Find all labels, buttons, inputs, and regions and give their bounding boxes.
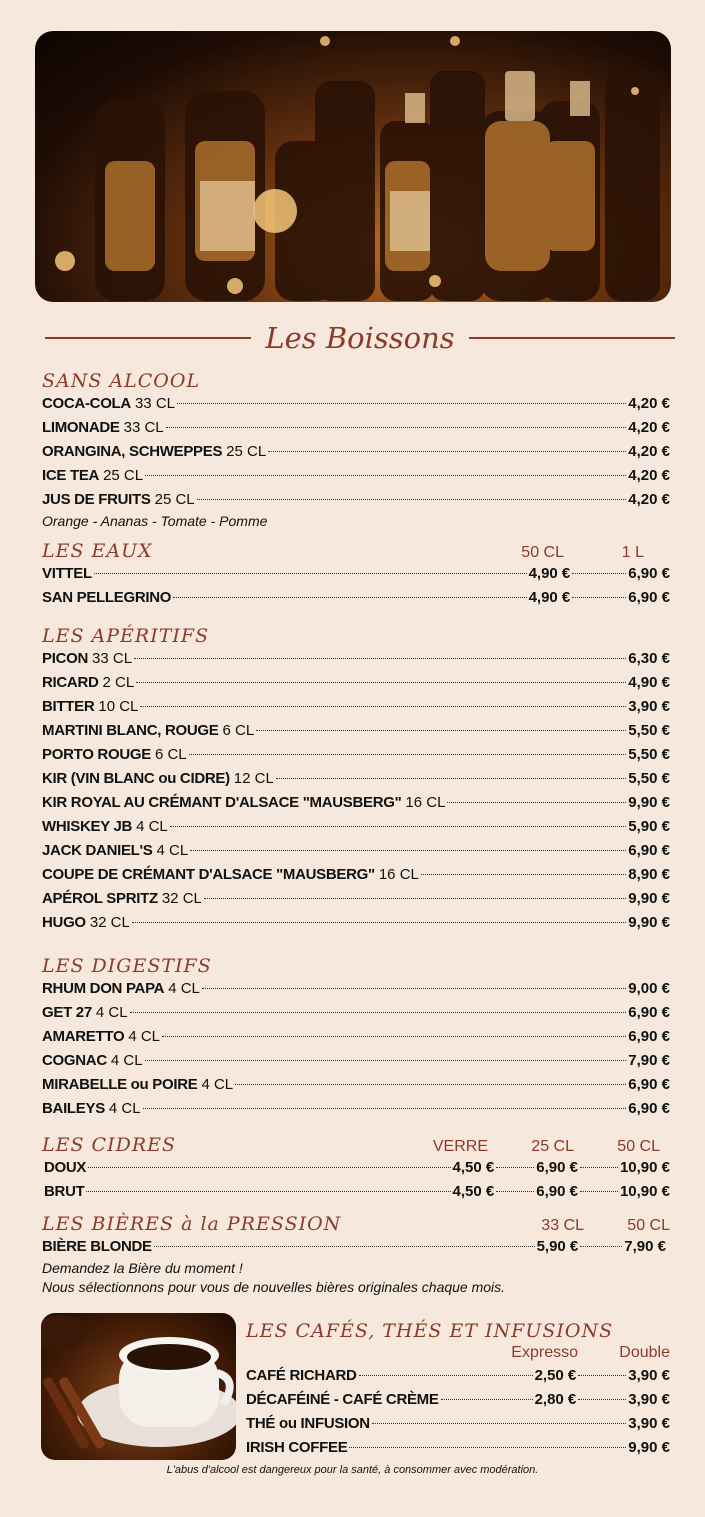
column-header: Double — [619, 1344, 670, 1361]
dot-leader — [136, 682, 626, 683]
item-price: 2,50 € — [534, 1367, 577, 1384]
item-size: 10 CL — [98, 698, 139, 715]
section-name: LES DIGESTIFS — [42, 955, 212, 977]
item-name: DOUX — [44, 1159, 87, 1176]
menu-item — [42, 1049, 670, 1073]
menu-item — [42, 719, 670, 743]
item-name: BIÈRE BLONDE — [42, 1238, 152, 1255]
dot-leader — [256, 730, 626, 731]
section-heading — [246, 1319, 670, 1342]
dot-leader — [578, 1375, 626, 1376]
item-price: 7,90 € — [628, 1052, 670, 1069]
menu-title-row — [45, 318, 675, 358]
dot-leader — [572, 597, 626, 598]
item-size: 12 CL — [233, 770, 274, 787]
dot-leader — [94, 573, 527, 574]
column-header: 50 CL — [627, 1217, 670, 1234]
menu-item — [246, 1364, 670, 1388]
dot-leader — [177, 403, 626, 404]
dot-leader — [578, 1399, 626, 1400]
menu-item — [42, 1156, 670, 1180]
menu-item — [42, 1025, 670, 1049]
alcohol-warning: L'abus d'alcool est dangereux pour la santé, à consommer avec modération. — [166, 1464, 539, 1476]
section-heading — [42, 954, 670, 977]
item-price: 3,90 € — [628, 1391, 670, 1408]
dot-leader — [190, 850, 626, 851]
column-header: Expresso — [511, 1344, 578, 1361]
dot-leader — [372, 1423, 626, 1424]
item-price: 4,20 € — [628, 443, 670, 460]
menu-item — [42, 1235, 670, 1259]
dot-leader — [154, 1246, 535, 1247]
menu-item — [42, 1073, 670, 1097]
menu-item — [246, 1412, 670, 1436]
dot-leader — [580, 1246, 622, 1247]
item-price: 4,20 € — [628, 395, 670, 412]
menu-item — [42, 1097, 670, 1121]
item-price: 5,50 € — [628, 770, 670, 787]
item-size: 32 CL — [161, 890, 202, 907]
dot-leader — [166, 427, 627, 428]
dot-leader — [145, 475, 626, 476]
item-size: 6 CL — [154, 746, 187, 763]
item-price: 10,90 € — [619, 1183, 670, 1200]
item-price: 5,90 € — [628, 818, 670, 835]
menu-item — [42, 887, 670, 911]
dot-leader — [441, 1399, 533, 1400]
item-price: 9,90 € — [628, 1439, 670, 1456]
dot-leader — [88, 1167, 450, 1168]
item-name: HUGO — [42, 914, 86, 931]
item-price: 4,20 € — [628, 419, 670, 436]
menu-item — [42, 791, 670, 815]
item-price: 2,80 € — [534, 1391, 577, 1408]
item-name: COCA-COLA — [42, 395, 131, 412]
item-name: MIRABELLE ou POIRE — [42, 1076, 198, 1093]
item-price: 4,50 € — [452, 1183, 495, 1200]
item-name: SAN PELLEGRINO — [42, 589, 172, 606]
item-name: AMARETTO — [42, 1028, 125, 1045]
section-digestifs — [42, 954, 670, 1121]
dot-leader — [580, 1191, 618, 1192]
item-name: ICE TEA — [42, 467, 100, 484]
item-size: 16 CL — [378, 866, 419, 883]
item-name: COGNAC — [42, 1052, 107, 1069]
item-name: VITTEL — [42, 565, 92, 582]
item-size: 33 CL — [92, 650, 133, 667]
menu-item — [42, 1180, 670, 1204]
column-header: VERRE — [432, 1138, 488, 1155]
item-price: 6,30 € — [628, 650, 670, 667]
section-eaux — [42, 539, 670, 610]
item-price: 6,90 € — [628, 1028, 670, 1045]
item-name: BITTER — [42, 698, 95, 715]
menu-item — [42, 1001, 670, 1025]
item-size: 2 CL — [102, 674, 135, 691]
item-size: 4 CL — [168, 980, 200, 997]
item-price: 6,90 € — [628, 1100, 670, 1117]
section-name: LES CIDRES — [42, 1134, 177, 1156]
item-name: BRUT — [44, 1183, 85, 1200]
column-headers — [246, 1342, 670, 1364]
dot-leader — [170, 826, 627, 827]
bottles-photo — [35, 31, 671, 302]
item-name: LIMONADE — [42, 419, 120, 436]
item-size: 33 CL — [134, 395, 175, 412]
item-name: WHISKEY JB — [42, 818, 133, 835]
item-name: RHUM DON PAPA — [42, 980, 165, 997]
item-price: 3,90 € — [628, 1367, 670, 1384]
section-name: LES EAUX — [42, 540, 153, 562]
dot-leader — [421, 874, 626, 875]
item-price: 9,90 € — [628, 890, 670, 907]
item-size: 4 CL — [128, 1028, 161, 1045]
menu-item — [42, 695, 670, 719]
menu-item — [42, 586, 670, 610]
dot-leader — [134, 658, 626, 659]
menu-item — [42, 743, 670, 767]
dot-leader — [140, 706, 626, 707]
dot-leader — [349, 1447, 626, 1448]
menu-item — [246, 1436, 670, 1460]
item-size: 4 CL — [95, 1004, 128, 1021]
item-size: 32 CL — [89, 914, 130, 931]
item-price: 9,90 € — [628, 914, 670, 931]
item-price: 5,90 € — [536, 1238, 579, 1255]
dot-leader — [268, 451, 626, 452]
item-size: 4 CL — [108, 1100, 141, 1117]
dot-leader — [204, 898, 626, 899]
column-header: 1 L — [621, 544, 644, 561]
item-price: 9,00 € — [628, 980, 670, 997]
menu-item — [42, 488, 670, 512]
section-heading — [42, 539, 670, 562]
item-price: 6,90 € — [628, 1076, 670, 1093]
menu-item — [42, 647, 670, 671]
section-cafes — [246, 1319, 670, 1460]
beer-note: Nous sélectionnons pour vous de nouvelles bières originales chaque mois. — [42, 1279, 506, 1295]
item-price: 6,90 € — [628, 589, 670, 606]
item-size: 25 CL — [154, 491, 195, 508]
menu-item — [42, 562, 670, 586]
item-price: 4,50 € — [452, 1159, 495, 1176]
item-size: 4 CL — [201, 1076, 234, 1093]
dot-leader — [189, 754, 627, 755]
section-aperitifs — [42, 624, 670, 935]
item-name: KIR (VIN BLANC ou CIDRE) — [42, 770, 230, 787]
item-price: 4,90 € — [628, 674, 670, 691]
section-heading — [42, 624, 670, 647]
menu-item — [42, 911, 670, 935]
item-name: MARTINI BLANC, ROUGE — [42, 722, 219, 739]
page-title: Les Boissons — [265, 321, 455, 355]
title-rule-right — [469, 337, 675, 339]
beer-note: Demandez la Bière du moment ! — [42, 1260, 243, 1276]
item-price: 6,90 € — [536, 1183, 578, 1200]
column-header: 25 CL — [531, 1138, 574, 1155]
item-price: 6,90 € — [628, 565, 670, 582]
item-price: 4,90 € — [528, 565, 571, 582]
item-name: IRISH COFFEE — [246, 1439, 348, 1456]
dot-leader — [130, 1012, 627, 1013]
dot-leader — [496, 1167, 534, 1168]
menu-item — [42, 815, 670, 839]
column-header: 33 CL — [541, 1217, 584, 1234]
section-heading — [42, 1212, 670, 1235]
dot-leader — [162, 1036, 626, 1037]
dot-leader — [197, 499, 627, 500]
menu-item — [42, 464, 670, 488]
section-name: SANS ALCOOL — [42, 370, 201, 392]
item-name: KIR ROYAL AU CRÉMANT D'ALSACE "MAUSBERG" — [42, 794, 402, 811]
juice-flavors-note: Orange - Ananas - Tomate - Pomme — [42, 513, 268, 529]
item-name: RICARD — [42, 674, 99, 691]
item-name: THÉ ou INFUSION — [246, 1415, 370, 1432]
item-name: BAILEYS — [42, 1100, 105, 1117]
menu-item — [42, 839, 670, 863]
item-name: DÉCAFÉINÉ - CAFÉ CRÈME — [246, 1391, 439, 1408]
item-size: 4 CL — [136, 818, 168, 835]
section-name: LES BIÈRES à la PRESSION — [42, 1213, 342, 1235]
dot-leader — [276, 778, 626, 779]
dot-leader — [173, 597, 526, 598]
title-rule-left — [45, 337, 251, 339]
menu-item — [42, 767, 670, 791]
item-size: 33 CL — [123, 419, 164, 436]
item-price: 6,90 € — [628, 842, 670, 859]
section-heading — [42, 1133, 670, 1156]
item-price: 3,90 € — [628, 698, 670, 715]
section-cidres — [42, 1133, 670, 1204]
item-size: 16 CL — [405, 794, 446, 811]
section-name: LES CAFÉS, THÉS ET INFUSIONS — [246, 1320, 614, 1342]
menu-item — [42, 416, 670, 440]
item-price: 4,20 € — [628, 491, 670, 508]
item-name: JACK DANIEL'S — [42, 842, 153, 859]
item-size: 4 CL — [110, 1052, 143, 1069]
menu-item — [42, 440, 670, 464]
dot-leader — [235, 1084, 626, 1085]
coffee-cup-photo — [41, 1313, 236, 1460]
dot-leader — [572, 573, 626, 574]
item-name: PORTO ROUGE — [42, 746, 151, 763]
item-name: PICON — [42, 650, 89, 667]
column-header: 50 CL — [617, 1138, 660, 1155]
item-price: 5,50 € — [628, 746, 670, 763]
item-size: 25 CL — [103, 467, 144, 484]
item-price: 8,90 € — [628, 866, 670, 883]
item-price: 9,90 € — [628, 794, 670, 811]
item-name: COUPE DE CRÉMANT D'ALSACE "MAUSBERG" — [42, 866, 375, 883]
dot-leader — [496, 1191, 534, 1192]
item-name: ORANGINA, SCHWEPPES — [42, 443, 223, 460]
item-name: GET 27 — [42, 1004, 92, 1021]
item-size: 6 CL — [222, 722, 255, 739]
item-price: 5,50 € — [628, 722, 670, 739]
dot-leader — [132, 922, 626, 923]
item-price: 7,90 € — [624, 1238, 666, 1255]
menu-item — [42, 977, 670, 1001]
section-heading — [42, 369, 670, 392]
dot-leader — [143, 1108, 627, 1109]
menu-item — [42, 863, 670, 887]
dot-leader — [580, 1167, 618, 1168]
section-name: LES APÉRITIFS — [42, 625, 210, 647]
item-price: 10,90 € — [619, 1159, 670, 1176]
dot-leader — [86, 1191, 450, 1192]
dot-leader — [202, 988, 626, 989]
section-sans-alcool — [42, 369, 670, 531]
item-name: JUS DE FRUITS — [42, 491, 151, 508]
item-size: 4 CL — [156, 842, 189, 859]
item-name: CAFÉ RICHARD — [246, 1367, 357, 1384]
item-size: 25 CL — [226, 443, 267, 460]
section-bieres — [42, 1212, 670, 1297]
item-price: 6,90 € — [628, 1004, 670, 1021]
dot-leader — [145, 1060, 627, 1061]
item-price: 4,90 € — [528, 589, 571, 606]
item-price: 4,20 € — [628, 467, 670, 484]
item-price: 3,90 € — [628, 1415, 670, 1432]
dot-leader — [447, 802, 626, 803]
menu-item — [42, 392, 670, 416]
item-name: APÉROL SPRITZ — [42, 890, 158, 907]
menu-item — [42, 671, 670, 695]
dot-leader — [359, 1375, 533, 1376]
column-header: 50 CL — [521, 544, 564, 561]
menu-item — [246, 1388, 670, 1412]
item-price: 6,90 € — [536, 1159, 578, 1176]
